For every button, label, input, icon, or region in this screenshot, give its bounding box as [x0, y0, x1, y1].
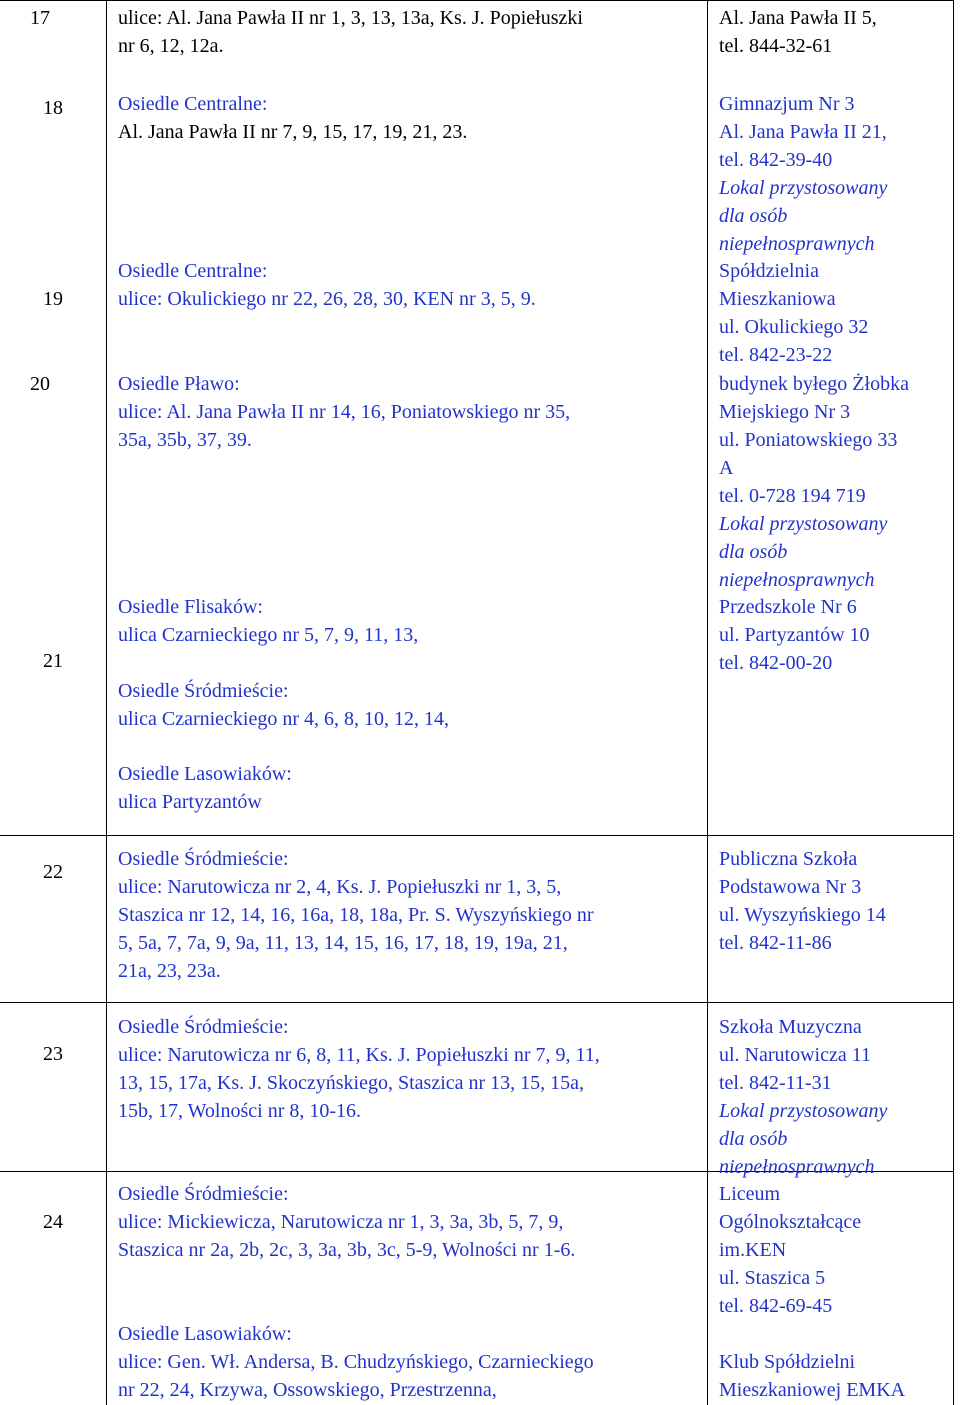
area-line: ulica Partyzantów — [118, 791, 262, 813]
station-line: Miejskiego Nr 3 — [719, 401, 851, 423]
area-line: ulice: Narutowicza nr 2, 4, Ks. J. Popiełuszki nr 1, 3, 5, — [118, 876, 562, 898]
area-line: Al. Jana Pawła II nr 7, 9, 15, 17, 19, 21, 23. — [118, 121, 468, 143]
station-line: Spółdzielnia — [719, 260, 819, 282]
area-line: ulice: Narutowicza nr 6, 8, 11, Ks. J. Popiełuszki nr 7, 9, 11, — [118, 1044, 600, 1066]
station-line: Szkoła Muzyczna — [719, 1016, 862, 1038]
district-heading: Osiedle Śródmieście: — [118, 848, 289, 870]
accessibility-note: Lokal przystosowany — [719, 513, 888, 535]
area-cell — [118, 257, 536, 313]
area-line: ulica Czarnieckiego nr 5, 7, 9, 11, 13, — [118, 624, 419, 646]
table-rule — [106, 0, 107, 1405]
district-heading: Osiedle Śródmieście: — [118, 680, 289, 702]
station-line: ul. Poniatowskiego 33 — [719, 429, 898, 451]
station-line: Przedszkole Nr 6 — [719, 596, 857, 618]
station-cell — [719, 1180, 861, 1320]
accessibility-note: niepełnosprawnych — [719, 569, 875, 591]
area-cell — [118, 4, 583, 60]
area-line: nr 22, 24, Krzywa, Ossowskiego, Przestrzenna, — [118, 1379, 497, 1401]
area-line: Staszica nr 12, 14, 16, 16a, 18, 18a, Pr. S. Wyszyńskiego nr — [118, 904, 594, 926]
table-rule — [953, 0, 954, 1405]
accessibility-note: niepełnosprawnych — [719, 233, 875, 255]
district-heading: Osiedle Śródmieście: — [118, 1183, 289, 1205]
station-cell — [719, 4, 877, 60]
station-cell — [719, 90, 887, 258]
area-line: 21a, 23, 23a. — [118, 960, 221, 982]
station-line: Klub Spółdzielni — [719, 1351, 856, 1373]
station-line: tel. 842-11-31 — [719, 1072, 832, 1094]
accessibility-note: dla osób — [719, 1128, 788, 1150]
row-number: 20 — [30, 373, 50, 395]
area-line: 5, 5a, 7, 7a, 9, 9a, 11, 13, 14, 15, 16, 17, 18, 19, 19a, 21, — [118, 932, 568, 954]
station-line: Podstawowa Nr 3 — [719, 876, 862, 898]
area-line: ulice: Al. Jana Pawła II nr 1, 3, 13, 13a, Ks. J. Popiełuszki — [118, 7, 583, 29]
station-line: Al. Jana Pawła II 21, — [719, 121, 887, 143]
area-line: ulica Czarnieckiego nr 4, 6, 8, 10, 12, 14, — [118, 708, 450, 730]
table-rule — [0, 1002, 954, 1003]
row-number: 24 — [43, 1211, 63, 1233]
station-line: Gimnazjum Nr 3 — [719, 93, 855, 115]
area-line: ulice: Okulickiego nr 22, 26, 28, 30, KEN nr 3, 5, 9. — [118, 288, 536, 310]
district-heading: Osiedle Lasowiaków: — [118, 763, 292, 785]
station-line: tel. 844-32-61 — [719, 35, 833, 57]
station-line: Publiczna Szkoła — [719, 848, 858, 870]
station-line: Liceum — [719, 1183, 781, 1205]
station-cell — [719, 1013, 887, 1181]
area-cell — [118, 90, 467, 146]
accessibility-note: niepełnosprawnych — [719, 1156, 875, 1178]
area-line: 35a, 35b, 37, 39. — [118, 429, 252, 451]
station-line: Ogólnokształcące — [719, 1211, 862, 1233]
station-cell — [719, 845, 886, 957]
station-line: ul. Okulickiego 32 — [719, 316, 869, 338]
area-line: Staszica nr 2a, 2b, 2c, 3, 3a, 3b, 3c, 5-9, Wolności nr 1-6. — [118, 1239, 576, 1261]
station-cell — [719, 370, 909, 594]
area-line: 13, 15, 17a, Ks. J. Skoczyńskiego, Staszica nr 13, 15, 15a, — [118, 1072, 585, 1094]
station-line: tel. 842-11-86 — [719, 932, 832, 954]
area-cell — [118, 593, 418, 649]
table-rule — [0, 0, 954, 1]
station-cell — [719, 1348, 905, 1404]
station-line: A — [719, 457, 734, 479]
accessibility-note: dla osób — [719, 541, 788, 563]
district-heading: Osiedle Centralne: — [118, 93, 268, 115]
station-cell — [719, 257, 868, 369]
area-cell — [118, 1180, 575, 1264]
district-heading: Osiedle Flisaków: — [118, 596, 263, 618]
row-number: 18 — [43, 97, 63, 119]
station-line: tel. 842-23-22 — [719, 344, 833, 366]
area-line: ulice: Mickiewicza, Narutowicza nr 1, 3, 3a, 3b, 5, 7, 9, — [118, 1211, 564, 1233]
row-number: 17 — [30, 7, 50, 29]
station-line: tel. 842-39-40 — [719, 149, 833, 171]
station-line: ul. Partyzantów 10 — [719, 624, 870, 646]
accessibility-note: dla osób — [719, 205, 788, 227]
district-heading: Osiedle Śródmieście: — [118, 1016, 289, 1038]
station-line: ul. Wyszyńskiego 14 — [719, 904, 886, 926]
station-line: Mieszkaniowej EMKA — [719, 1379, 906, 1401]
area-line: nr 6, 12, 12a. — [118, 35, 224, 57]
district-heading: Osiedle Centralne: — [118, 260, 268, 282]
area-cell — [118, 370, 570, 454]
station-line: budynek byłego Żłobka — [719, 373, 909, 395]
row-number: 22 — [43, 861, 63, 883]
station-line: tel. 842-00-20 — [719, 652, 833, 674]
row-number: 19 — [43, 288, 63, 310]
station-line: tel. 842-69-45 — [719, 1295, 833, 1317]
accessibility-note: Lokal przystosowany — [719, 177, 888, 199]
table-rule — [0, 835, 954, 836]
area-line: ulice: Al. Jana Pawła II nr 14, 16, Poniatowskiego nr 35, — [118, 401, 571, 423]
row-number: 21 — [43, 650, 63, 672]
table-rule — [707, 0, 708, 1405]
district-heading: Osiedle Pławo: — [118, 373, 240, 395]
station-line: ul. Staszica 5 — [719, 1267, 826, 1289]
station-line: Al. Jana Pawła II 5, — [719, 7, 877, 29]
area-cell — [118, 677, 449, 733]
accessibility-note: Lokal przystosowany — [719, 1100, 888, 1122]
area-cell — [118, 845, 594, 985]
station-line: im.KEN — [719, 1239, 787, 1261]
station-line: ul. Narutowicza 11 — [719, 1044, 871, 1066]
station-cell — [719, 593, 870, 677]
area-line: 15b, 17, Wolności nr 8, 10-16. — [118, 1100, 362, 1122]
area-cell — [118, 1013, 600, 1125]
row-number: 23 — [43, 1043, 63, 1065]
district-heading: Osiedle Lasowiaków: — [118, 1323, 292, 1345]
area-line: ulice: Gen. Wł. Andersa, B. Chudzyńskiego, Czarnieckiego — [118, 1351, 594, 1373]
station-line: Mieszkaniowa — [719, 288, 836, 310]
station-line: tel. 0-728 194 719 — [719, 485, 866, 507]
area-cell — [118, 1320, 594, 1404]
area-cell — [118, 760, 292, 816]
